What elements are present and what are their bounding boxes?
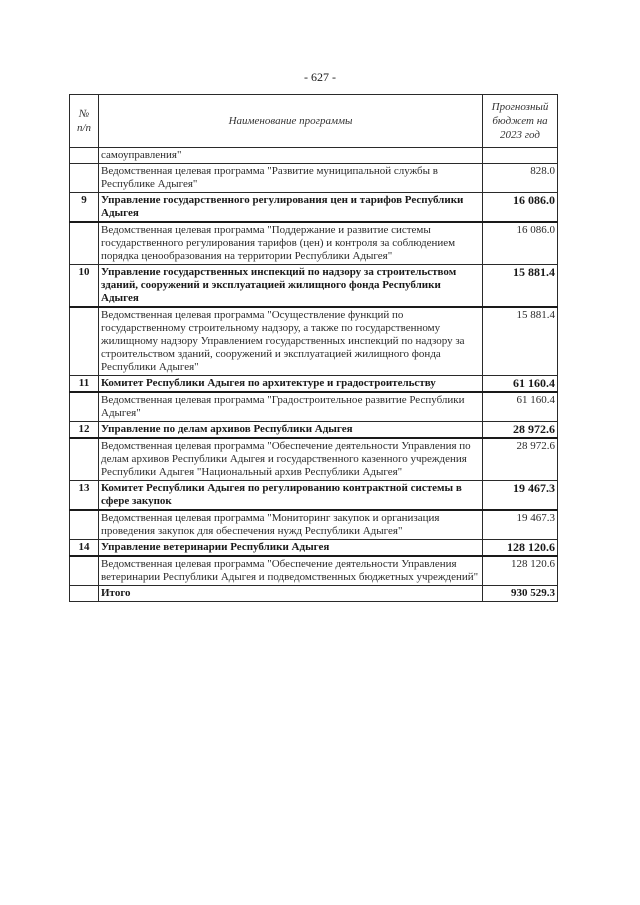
row-number — [70, 586, 99, 602]
row-name: Управление государственных инспекций по надзору за строительством зданий, сооружений и эксплуатацией жилищного фонда Республики Адыгея — [99, 265, 483, 308]
row-name: Управление по делам архивов Республики Адыгея — [99, 422, 483, 439]
row-amount: 128 120.6 — [483, 540, 558, 557]
table-body — [70, 148, 558, 602]
row-number — [70, 510, 99, 540]
row-number — [70, 222, 99, 265]
row-amount: 15 881.4 — [483, 307, 558, 376]
row-number — [70, 164, 99, 193]
row-amount: 61 160.4 — [483, 392, 558, 422]
program-row — [70, 307, 558, 376]
header-program-name: Наименование программы — [99, 95, 483, 148]
page-number: - 627 - — [304, 70, 336, 84]
row-name: Комитет Республики Адыгея по архитектуре и градостроительству — [99, 376, 483, 393]
row-number — [70, 556, 99, 586]
row-amount: 28 972.6 — [483, 422, 558, 439]
row-amount: 828.0 — [483, 164, 558, 193]
program-row — [70, 438, 558, 481]
row-number: 11 — [70, 376, 99, 393]
department-row — [70, 376, 558, 393]
department-row — [70, 265, 558, 308]
row-name: Ведомственная целевая программа "Развитие муниципальной службы в Республике Адыгея" — [99, 164, 483, 193]
row-amount: 16 086.0 — [483, 193, 558, 223]
row-amount: 19 467.3 — [483, 510, 558, 540]
row-name: Итого — [99, 586, 483, 602]
row-amount: 61 160.4 — [483, 376, 558, 393]
row-number — [70, 438, 99, 481]
header-budget: Прогнозный бюджет на 2023 год — [483, 95, 558, 148]
row-number: 12 — [70, 422, 99, 439]
program-row — [70, 164, 558, 193]
row-name: Комитет Республики Адыгея по регулированию контрактной системы в сфере закупок — [99, 481, 483, 511]
row-amount: 19 467.3 — [483, 481, 558, 511]
program-row — [70, 392, 558, 422]
total-row — [70, 586, 558, 602]
budget-table — [69, 94, 558, 602]
department-row — [70, 540, 558, 557]
row-amount: 930 529.3 — [483, 586, 558, 602]
row-amount: 128 120.6 — [483, 556, 558, 586]
row-number: 14 — [70, 540, 99, 557]
department-row — [70, 422, 558, 439]
row-amount: 28 972.6 — [483, 438, 558, 481]
row-number — [70, 148, 99, 164]
row-number — [70, 307, 99, 376]
row-name: Ведомственная целевая программа "Мониторинг закупок и организация проведения закупок для обеспечения нужд Республики Адыгея" — [99, 510, 483, 540]
program-row — [70, 148, 558, 164]
row-name: Управление ветеринарии Республики Адыгея — [99, 540, 483, 557]
row-name: Ведомственная целевая программа "Осуществление функций по государственному строительному надзору, а также по государственному жилищному надзору Управлением государственных инспекций по надзору за строительством зданий, сооружений и эксплуатацией жилищного фонда Республики Адыгея" — [99, 307, 483, 376]
department-row — [70, 481, 558, 511]
program-row — [70, 556, 558, 586]
row-name: Управление государственного регулирования цен и тарифов Республики Адыгея — [99, 193, 483, 223]
program-row — [70, 510, 558, 540]
row-number — [70, 392, 99, 422]
row-amount — [483, 148, 558, 164]
row-number: 9 — [70, 193, 99, 223]
department-row — [70, 193, 558, 223]
row-name: Ведомственная целевая программа "Обеспечение деятельности Управления ветеринарии Республики Адыгея и подведомственных бюджетных учреждений" — [99, 556, 483, 586]
header-number: № п/п — [70, 95, 99, 148]
row-amount: 15 881.4 — [483, 265, 558, 308]
table-header-row — [70, 95, 558, 148]
row-name: самоуправления" — [99, 148, 483, 164]
row-amount: 16 086.0 — [483, 222, 558, 265]
row-number: 13 — [70, 481, 99, 511]
row-name: Ведомственная целевая программа "Градостроительное развитие Республики Адыгея" — [99, 392, 483, 422]
row-name: Ведомственная целевая программа "Поддержание и развитие системы государственного регулирования тарифов (цен) и контроля за соблюдением порядка ценообразования на территории Республики Адыгея" — [99, 222, 483, 265]
row-name: Ведомственная целевая программа "Обеспечение деятельности Управления по делам архивов Республики Адыгея и государственного казенного учреждения Республики Адыгея "Национальный архив Республики Адыгея" — [99, 438, 483, 481]
row-number: 10 — [70, 265, 99, 308]
program-row — [70, 222, 558, 265]
